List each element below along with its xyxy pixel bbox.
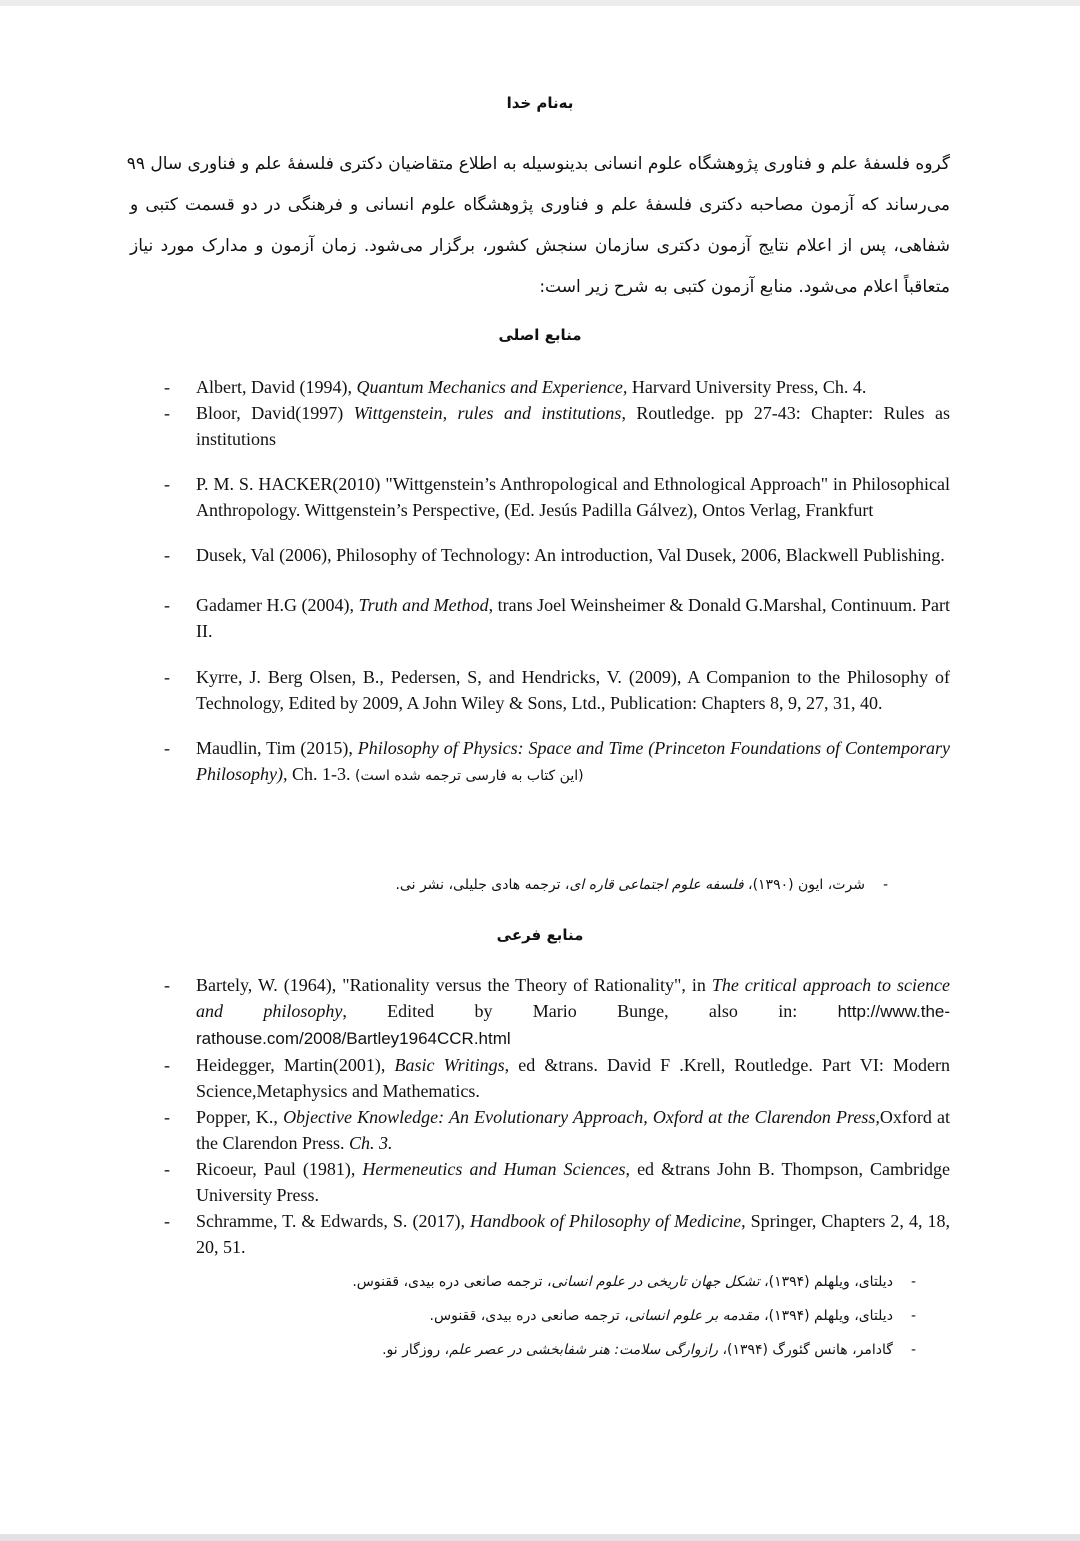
reference-url: http://www.the-rathouse.com/2008/Bartley1964CCR.html [196, 1002, 951, 1048]
reference-item: - Heidegger, Martin(2001), Basic Writings, ed &trans. David F .Krell, Routledge. Part VI: Modern Science,Metaphysics and Mathematics. [160, 1052, 950, 1104]
reference-item: - Bartely, W. (1964), "Rationality versus the Theory of Rationality", in The critical approach to science and philosophy, Edited by Mario Bunge, also in: http://www.the-rathouse.com/2008/Bartley1964CCR.html [160, 972, 950, 1052]
reference-item: - Gadamer H.G (2004), Truth and Method, trans Joel Weinsheimer & Donald G.Marshal, Continuum. Part II. [160, 592, 950, 644]
reference-item: - Bloor, David(1997) Wittgenstein, rules and institutions, Routledge. pp 27-43: Chapter: Rules as institutions [160, 400, 950, 452]
reference-item: - Popper, K., Objective Knowledge: An Evolutionary Approach, Oxford at the Clarendon Press,Oxford at the Clarendon Press. Ch. 3. [160, 1104, 950, 1156]
intro-line: گروه فلسفهٔ علم و فناوری پژوهشگاه علوم انسانی بدینوسیله به اطلاع متقاضیان دکتری فلسفهٔ علم و فناوری سال ۹۹ [126, 154, 950, 174]
intro-line: می‌رساند که آزمون مصاحبه دکتری فلسفهٔ علم و فناوری پژوهشگاه علوم انسانی و فرهنگی در دو قسمت کتبی و [130, 195, 950, 215]
main-sources-heading: منابع اصلی [498, 326, 582, 344]
reference-item: - Ricoeur, Paul (1981), Hermeneutics and Human Sciences, ed &trans John B. Thompson, Cambridge University Press. [160, 1156, 950, 1208]
intro-line: متعاقباً اعلام می‌شود. منابع آزمون کتبی به شرح زیر است: [539, 277, 950, 297]
intro-line: شفاهی، پس از اعلام نتایج آزمون دکتری سازمان سنجش کشور، برگزار می‌شود. زمان آزمون و مدارک مورد نیاز [130, 236, 950, 256]
persian-reference-item: -شرت، ایون (۱۳۹۰)، فلسفه علوم اجتماعی قاره ای، ترجمه هادی جلیلی، نشر نی. [395, 877, 888, 893]
reference-item: - Dusek, Val (2006), Philosophy of Technology: An introduction, Val Dusek, 2006, Blackwell Publishing. [160, 542, 950, 568]
reference-item: - Kyrre, J. Berg Olsen, B., Pedersen, S, and Hendricks, V. (2009), A Companion to the Philosophy of Technology, Edited by 2009, A John Wiley & Sons, Ltd., Publication: Chapters 8, 9, 27, 31, 40. [160, 664, 950, 716]
intro-paragraph [126, 144, 950, 308]
reference-item: - Maudlin, Tim (2015), Philosophy of Physics: Space and Time (Princeton Foundations of Contemporary Philosophy), Ch. 1-3. (این کتاب به فارسی ترجمه شده است) [160, 735, 950, 789]
reference-item: - P. M. S. HACKER(2010) "Wittgenstein’s Anthropological and Ethnological Approach" in Philosophical Anthropology. Wittgenstein’s Perspective, (Ed. Jesús Padilla Gálvez), Ontos Verlag, Frankfurt [160, 471, 950, 523]
reference-item: - Albert, David (1994), Quantum Mechanics and Experience, Harvard University Press, Ch. 4. [160, 374, 950, 400]
page-title: به‌نام خدا [506, 94, 574, 112]
main-sources-list [160, 374, 950, 789]
persian-reference-item: -دیلتای، ویلهلم (۱۳۹۴)، مقدمه بر علوم انسانی، ترجمه صانعی دره بیدی، ققنوس. [429, 1308, 916, 1324]
persian-reference-item: -گادامر، هانس گئورگ (۱۳۹۴)، رازوارگی سلامت: هنر شفابخشی در عصر علم، روزگار نو. [382, 1342, 916, 1358]
persian-reference-item: -دیلتای، ویلهلم (۱۳۹۴)، تشکل جهان تاریخی در علوم انسانی، ترجمه صانعی دره بیدی، ققنوس. [352, 1274, 916, 1290]
reference-item: - Schramme, T. & Edwards, S. (2017), Handbook of Philosophy of Medicine, Springer, Chapters 2, 4, 18, 20, 51. [160, 1208, 950, 1260]
secondary-sources-list [160, 972, 950, 1260]
document-page [0, 6, 1080, 1534]
page-bottom-edge [0, 1534, 1080, 1541]
secondary-sources-heading: منابع فرعی [496, 926, 584, 944]
